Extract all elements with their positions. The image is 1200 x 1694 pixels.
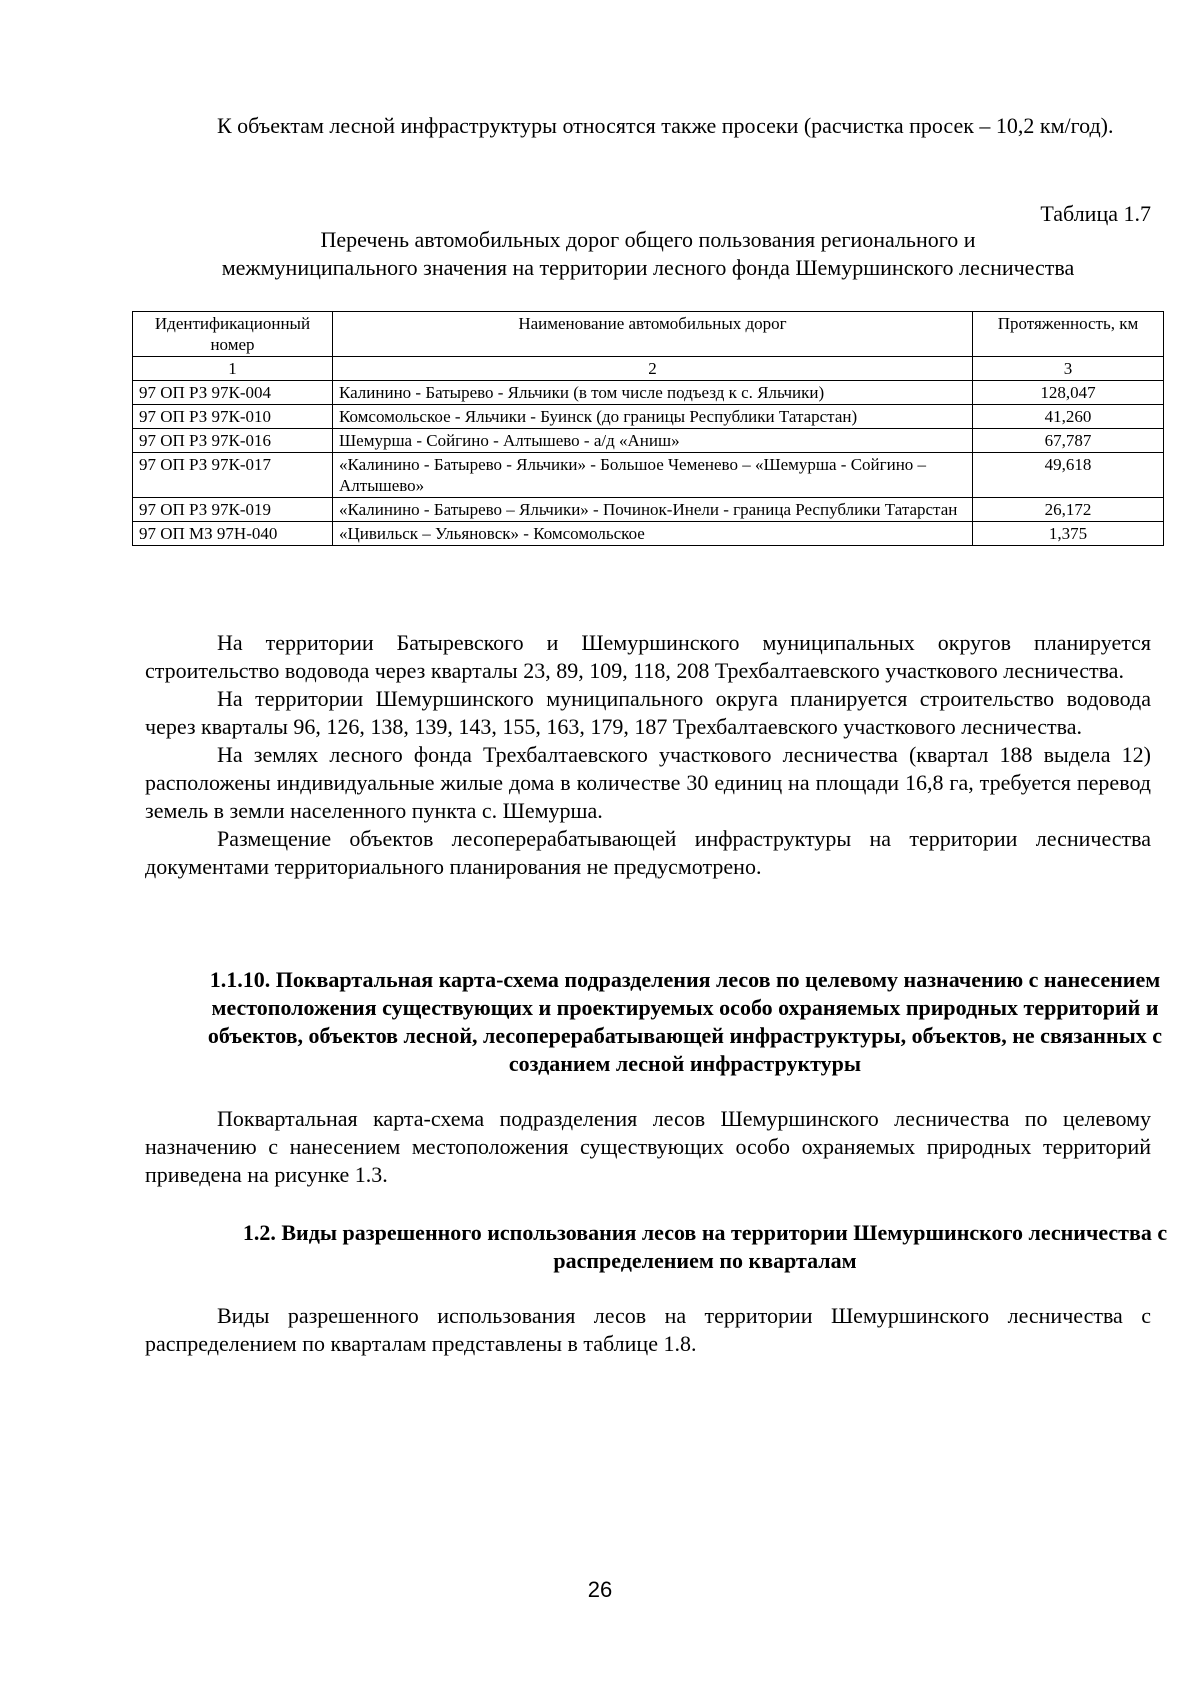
table-row bbox=[133, 405, 1164, 429]
table-row bbox=[133, 429, 1164, 453]
table-title-line: межмуниципального значения на территории лесного фонда Шемуршинского лесничества bbox=[221, 255, 1075, 280]
section-heading: 1.1.10. Поквартальная карта-схема подразделения лесов по целевому назначению с нанесением местоположения существующих и проектируемых особо охраняемых природных территорий и объектов, объектов лесной, лесоперерабатывающей инфраструктуры, объектов, не связанных с созданием лесной инфраструктуры bbox=[207, 967, 1163, 1076]
column-number-row bbox=[133, 357, 1164, 381]
paragraph: На землях лесного фонда Трехбалтаевского участкового лесничества (квартал 188 выдела 12) расположены индивидуальные жилые дома в количестве 30 единиц на площади 16,8 га, требуется перевод земель в земли населенного пункта с. Шемурша. bbox=[145, 742, 1151, 823]
road-id: 97 ОП РЗ 97К-010 bbox=[133, 405, 333, 429]
road-name: Шемурша - Сойгино - Алтышево - а/д «Аниш» bbox=[333, 429, 973, 453]
table-row bbox=[133, 522, 1164, 546]
roads-table bbox=[132, 311, 1164, 546]
road-length: 41,260 bbox=[973, 405, 1164, 429]
road-id: 97 ОП РЗ 97К-017 bbox=[133, 453, 333, 498]
paragraph: На территории Батыревского и Шемуршинского муниципальных округов планируется строительство водовода через кварталы 23, 89, 109, 118, 208 Трехбалтаевского участкового лесничества. bbox=[145, 630, 1151, 683]
header-name: Наименование автомобильных дорог bbox=[333, 312, 973, 357]
table-row bbox=[133, 453, 1164, 498]
table-label: Таблица 1.7 bbox=[1040, 201, 1151, 226]
road-length: 26,172 bbox=[973, 498, 1164, 522]
header-id: Идентификационный номер bbox=[133, 312, 333, 357]
intro-paragraph: К объектам лесной инфраструктуры относятся также просеки (расчистка просек – 10,2 км/год). bbox=[217, 113, 1114, 138]
road-name: «Калинино - Батырево – Яльчики» - Починок-Инели - граница Республики Татарстан bbox=[333, 498, 973, 522]
road-id: 97 ОП РЗ 97К-004 bbox=[133, 381, 333, 405]
road-length: 1,375 bbox=[973, 522, 1164, 546]
road-name: «Цивильск – Ульяновск» - Комсомольское bbox=[333, 522, 973, 546]
road-length: 49,618 bbox=[973, 453, 1164, 498]
road-id: 97 ОП РЗ 97К-016 bbox=[133, 429, 333, 453]
road-name: Калинино - Батырево - Яльчики (в том числе подъезд к с. Яльчики) bbox=[333, 381, 973, 405]
table-header-row bbox=[133, 312, 1164, 357]
road-length: 67,787 bbox=[973, 429, 1164, 453]
section-heading: 1.2. Виды разрешенного использования лесов на территории Шемуршинского лесничества с распределением по кварталам bbox=[242, 1220, 1168, 1273]
header-length: Протяженность, км bbox=[973, 312, 1164, 357]
paragraph: На территории Шемуршинского муниципального округа планируется строительство водовода через кварталы 96, 126, 138, 139, 143, 155, 163, 179, 187 Трехбалтаевского участкового лесничества. bbox=[145, 686, 1151, 739]
paragraph: Виды разрешенного использования лесов на территории Шемуршинского лесничества с распределением по кварталам представлены в таблице 1.8. bbox=[145, 1303, 1151, 1356]
road-id: 97 ОП МЗ 97Н-040 bbox=[133, 522, 333, 546]
road-name: Комсомольское - Яльчики - Буинск (до границы Республики Татарстан) bbox=[333, 405, 973, 429]
table-row bbox=[133, 498, 1164, 522]
road-id: 97 ОП РЗ 97К-019 bbox=[133, 498, 333, 522]
table-title-line: Перечень автомобильных дорог общего пользования регионального и bbox=[320, 227, 976, 252]
table-title bbox=[145, 226, 1151, 282]
column-number: 2 bbox=[333, 357, 973, 381]
paragraph: Размещение объектов лесоперерабатывающей инфраструктуры на территории лесничества документами территориального планирования не предусмотрено. bbox=[145, 826, 1151, 879]
page-number: 26 bbox=[587, 1577, 613, 1602]
road-name: «Калинино - Батырево - Яльчики» - Большое Чеменево – «Шемурша - Сойгино – Алтышево» bbox=[333, 453, 973, 498]
body-paragraphs bbox=[145, 629, 1151, 881]
column-number: 3 bbox=[973, 357, 1164, 381]
column-number: 1 bbox=[133, 357, 333, 381]
table-row bbox=[133, 381, 1164, 405]
paragraph: Поквартальная карта-схема подразделения лесов Шемуршинского лесничества по целевому назначению с нанесением местоположения существующих особо охраняемых природных территорий приведена на рисунке 1.3. bbox=[145, 1106, 1151, 1187]
road-length: 128,047 bbox=[973, 381, 1164, 405]
